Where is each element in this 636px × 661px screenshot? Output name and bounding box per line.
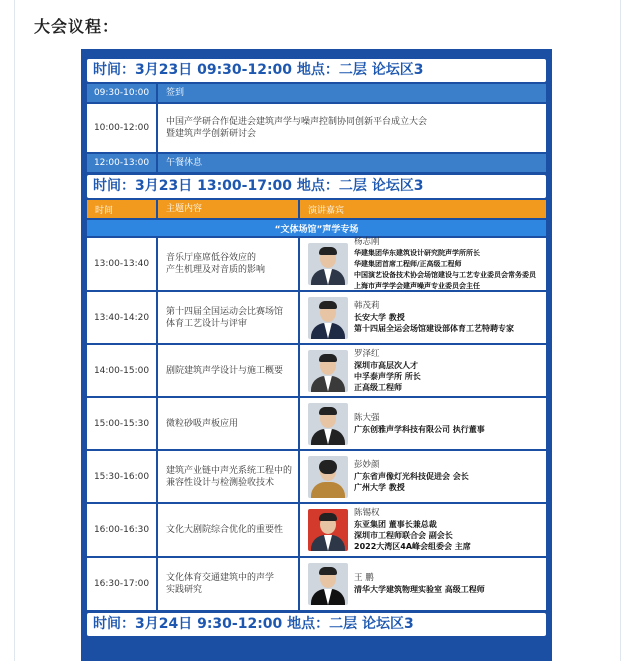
agenda-content [87,59,546,636]
page-heading: 大会议程： [34,17,120,36]
row-speaker [300,345,546,396]
speaker-info [354,508,471,552]
row-speaker [300,451,546,502]
speaker-info [354,237,536,292]
row-time: 16:00-16:30 [87,504,156,556]
agenda-row-talk [87,345,546,396]
speaker-title-line: 中孚泰声学所 所长 [354,371,421,381]
row-time: 15:30-16:00 [87,451,156,502]
row-time: 09:30-10:00 [87,84,156,102]
topic-line-1: 文化体育交通建筑中的声学 [166,573,275,583]
speaker-info [354,349,421,393]
speaker-title-line: 华建集团首席工程师/正高级工程师 [354,259,462,268]
speaker-title-line: 正高级工程师 [354,382,402,392]
speaker-title-line: 第十四届全运会场馆建设部体育工艺特聘专家 [354,324,514,333]
agenda-row-talk [87,398,546,449]
speaker-photo [308,350,348,392]
speaker-title-line: 华建集团华东建筑设计研究院声学所所长 [354,248,480,257]
speaker-photo [308,297,348,339]
speaker-photo [308,403,348,445]
row-topic [158,104,546,152]
speaker-title-line: 2022大湾区4A峰会组委会 主席 [354,542,471,551]
topic-line-1: 剧院建筑声学设计与施工概要 [166,365,284,376]
topic-line-1: 建筑产业链中声光系统工程中的 [166,465,293,476]
speaker-name: 彭妙颜 [354,460,380,470]
speaker-name: 王 鹏 [354,573,374,583]
row-topic: 签到 [158,84,546,102]
row-topic: 午餐休息 [158,154,546,172]
topic-line-2: 体育工艺设计与评审 [166,318,248,329]
agenda-row-signin [87,84,546,102]
speaker-title-line: 深圳市工程师联合会 副会长 [354,531,453,540]
speaker-photo [308,243,348,285]
session3-title: 时间：3月24日 9:30-12:00 地点：二层 论坛区3 [87,613,546,636]
row-topic [158,345,298,396]
agenda-row-talk [87,238,546,290]
agenda-row-lunch [87,154,546,172]
row-topic [158,558,298,610]
speaker-title-line: 清华大学建筑物理实验室 高级工程师 [354,585,485,594]
row-time: 10:00-12:00 [87,104,156,152]
speaker-info [354,301,514,334]
speaker-photo [308,563,348,605]
speaker-name: 罗泽红 [354,348,380,359]
header-speaker: 演讲嘉宾 [300,200,546,218]
row-topic [158,292,298,343]
speaker-name: 陈大强 [354,412,380,423]
section-banner [87,220,546,236]
session1-title: 时间：3月23日 09:30-12:00 地点：二层 论坛区3 [87,59,546,82]
row-topic [158,398,298,449]
speaker-info [354,460,469,493]
agenda-table-header [87,200,546,218]
header-topic: 主题内容 [158,200,298,218]
speaker-info [354,573,485,595]
section-title: “文体场馆”声学专场 [87,220,546,236]
agenda-row-talk [87,504,546,556]
row-topic [158,238,298,290]
row-speaker [300,398,546,449]
speaker-info [354,413,485,435]
topic-line-1: 文化大剧院综合优化的重要性 [166,525,284,535]
row-topic [158,451,298,502]
topic-line-2: 暨建筑声学创新研讨会 [166,129,257,139]
row-speaker [300,238,546,290]
row-time: 16:30-17:00 [87,558,156,610]
topic-line-1: 第十四届全国运动会比赛场馆 [166,306,284,317]
row-time: 15:00-15:30 [87,398,156,449]
speaker-title-line: 深圳市高层次人才 [354,360,418,370]
right-border [620,0,621,661]
row-time: 13:00-13:40 [87,238,156,290]
agenda-row-talk [87,558,546,610]
topic-line-2: 兼容性设计与检测验收技术 [166,477,275,488]
row-speaker [300,558,546,610]
speaker-name: 杨志刚 [354,236,380,247]
topic-line-2: 产生机理及对音质的影响 [166,265,266,275]
row-time: 13:40-14:20 [87,292,156,343]
speaker-photo [308,509,348,551]
topic-line-1: 微粒砂吸声板应用 [166,418,239,429]
header-time: 时间 [87,200,156,218]
row-time: 12:00-13:00 [87,154,156,172]
row-speaker [300,292,546,343]
agenda-poster [81,49,552,661]
speaker-title-line: 东亚集团 董事长兼总裁 [354,520,437,529]
left-border [14,0,15,661]
speaker-title-line: 广东创雅声学科技有限公司 执行董事 [354,424,485,434]
topic-line-2: 实践研究 [166,585,203,595]
speaker-title-line: 广州大学 教授 [354,483,405,492]
row-speaker [300,504,546,556]
speaker-title-line: 广东省声像灯光科技促进会 会长 [354,472,469,481]
speaker-title-line: 长安大学 教授 [354,313,405,322]
speaker-name: 韩茂莉 [354,301,380,311]
speaker-title-line: 上海市声学学会建声噪声专业委员会主任 [354,281,480,290]
row-topic [158,504,298,556]
agenda-row-talk [87,451,546,502]
speaker-photo [308,456,348,498]
topic-line-1: 音乐厅座席低谷效应的 [166,253,257,263]
session2-title: 时间：3月23日 13:00-17:00 地点：二层 论坛区3 [87,175,546,198]
speaker-title-line: 中国演艺设备技术协会场馆建设与工艺专业委员会常务委员 [354,270,536,279]
agenda-row-opening [87,104,546,152]
topic-line-1: 中国产学研合作促进会建筑声学与噪声控制协同创新平台成立大会 [166,117,428,127]
row-time: 14:00-15:00 [87,345,156,396]
agenda-row-talk [87,292,546,343]
speaker-name: 陈锡权 [354,508,380,518]
